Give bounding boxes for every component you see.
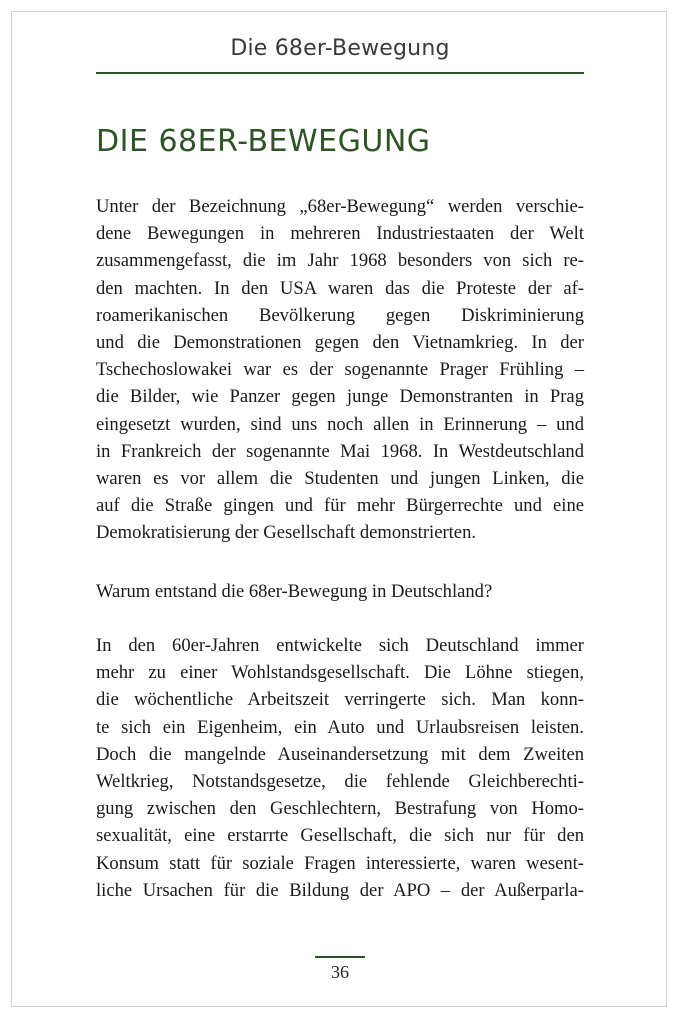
paragraph-1-line: waren es vor allem die Studenten und jungen Linken, die bbox=[96, 468, 584, 490]
paragraph-1-line: dene Bewegungen in mehreren Industriestaaten der Welt bbox=[96, 223, 584, 245]
paragraph-2-line: Weltkrieg, Notstandsgesetze, die fehlende Gleichberechti- bbox=[96, 771, 584, 793]
paragraph-1-line: roamerikanischen Bevölkerung gegen Diskriminierung bbox=[96, 304, 584, 326]
paragraph-2-line: die wöchentliche Arbeitszeit verringerte sich. Man konn- bbox=[96, 689, 584, 711]
header-rule bbox=[96, 72, 584, 74]
page-number: 36 bbox=[331, 962, 349, 982]
paragraph-2-line: Konsum statt für soziale Fragen interessierte, waren wesent- bbox=[96, 852, 584, 874]
paragraph-1-line: Unter der Bezeichnung „68er-Bewegung“ werden verschie- bbox=[96, 196, 584, 217]
paragraph-2-line: gung zwischen den Geschlechtern, Bestrafung von Homo- bbox=[96, 798, 584, 820]
paragraph-1-line: Demokratisierung der Gesellschaft demonstrierten. bbox=[96, 522, 477, 544]
paragraph-2 bbox=[96, 632, 584, 904]
paragraph-2-line: liche Ursachen für die Bildung der APO – der Außerparla- bbox=[96, 879, 584, 901]
question-heading: Warum entstand die 68er-Bewegung in Deutschland? bbox=[96, 581, 493, 602]
paragraph-2-line: Doch die mangelnde Auseinandersetzung mit dem Zweiten bbox=[96, 743, 584, 765]
paragraph-1-line: auf die Straße gingen und für mehr Bürgerrechte und eine bbox=[96, 495, 584, 517]
paragraph-1 bbox=[96, 193, 584, 547]
paragraph-2-line: te sich ein Eigenheim, ein Auto und Urlaubsreisen leisten. bbox=[96, 716, 584, 738]
paragraph-1-line: die Bilder, wie Panzer gegen junge Demonstranten in Prag bbox=[96, 386, 584, 408]
paragraph-2-line: mehr zu einer Wohlstandsgesellschaft. Die Löhne stiegen, bbox=[96, 662, 584, 684]
paragraph-2-line: sexualität, eine erstarrte Gesellschaft, die sich nur für den bbox=[96, 825, 584, 847]
chapter-title: DIE 68ER-BEWEGUNG bbox=[96, 124, 431, 159]
paragraph-1-line: eingesetzt wurden, sind uns noch allen in Erinnerung – und bbox=[96, 413, 584, 435]
footer-rule bbox=[315, 956, 365, 958]
paragraph-1-line: Tschechoslowakei war es der sogenannte Prager Frühling – bbox=[96, 359, 584, 381]
running-header: Die 68er-Bewegung bbox=[230, 36, 450, 61]
paragraph-1-line: in Frankreich der sogenannte Mai 1968. In Westdeutschland bbox=[96, 440, 584, 462]
paragraph-1-line: zusammengefasst, die im Jahr 1968 besonders von sich re- bbox=[96, 250, 584, 272]
paragraph-1-line: den machten. In den USA waren das die Proteste der af- bbox=[96, 277, 584, 299]
paragraph-1-line: und die Demonstrationen gegen den Vietnamkrieg. In der bbox=[96, 332, 584, 354]
paragraph-2-line: In den 60er-Jahren entwickelte sich Deutschland immer bbox=[96, 635, 584, 656]
